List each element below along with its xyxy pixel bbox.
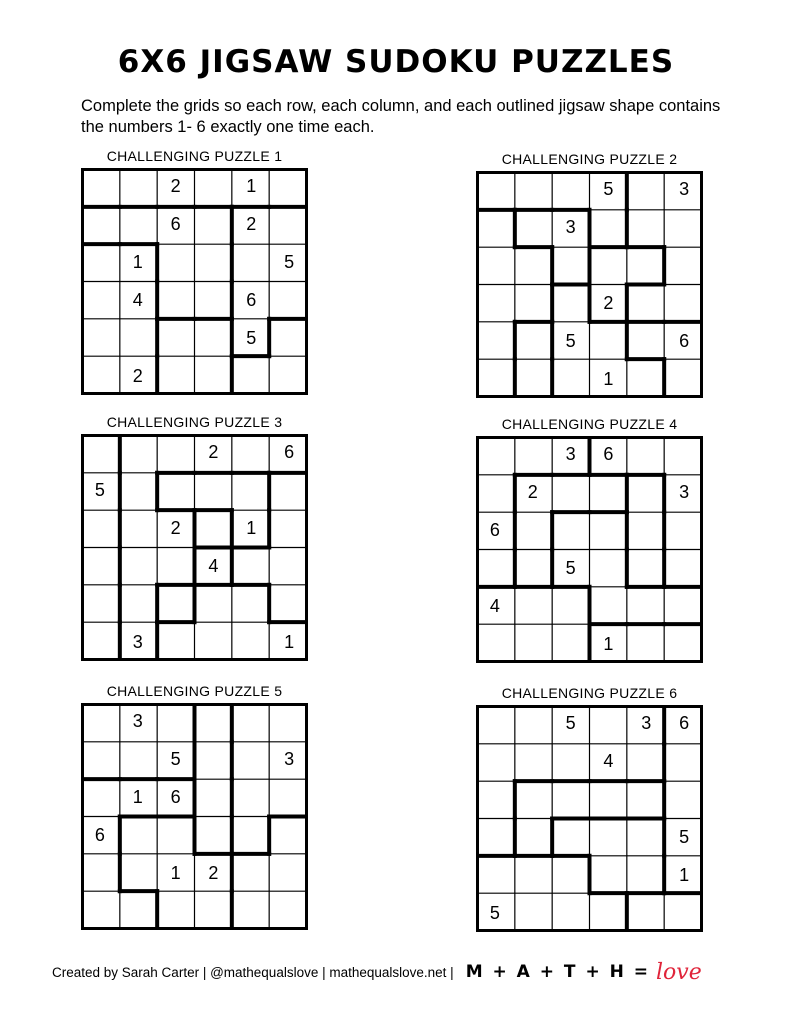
given-number: 2: [208, 862, 219, 883]
love-logo: love: [656, 959, 702, 985]
given-number: 2: [603, 292, 614, 313]
given-number: 4: [603, 751, 614, 772]
given-number: 5: [565, 713, 576, 734]
given-number: 3: [132, 711, 143, 732]
given-number: 5: [603, 179, 614, 200]
given-number: 4: [489, 595, 500, 616]
puzzle-label: CHALLENGING PUZZLE 1: [106, 148, 283, 164]
given-number: 6: [170, 214, 181, 235]
given-number: 3: [641, 713, 652, 734]
given-number: 2: [170, 176, 181, 197]
given-number: 6: [489, 520, 500, 541]
given-number: 1: [246, 518, 257, 539]
given-number: 3: [565, 217, 576, 238]
given-number: 5: [170, 749, 181, 770]
given-number: 5: [565, 557, 576, 578]
given-number: 1: [132, 252, 143, 273]
given-number: 3: [284, 749, 295, 770]
given-number: 5: [284, 252, 295, 273]
puzzle-label: CHALLENGING PUZZLE 3: [106, 414, 283, 430]
puzzle-label: CHALLENGING PUZZLE 2: [501, 151, 678, 167]
puzzle-label: CHALLENGING PUZZLE 4: [501, 416, 678, 432]
given-number: 1: [246, 176, 257, 197]
given-number: 3: [679, 482, 690, 503]
math-logo: M + A + T + H =: [465, 962, 650, 982]
puzzle-label: CHALLENGING PUZZLE 5: [106, 683, 283, 699]
given-number: 5: [94, 480, 105, 501]
given-number: 6: [679, 713, 690, 734]
given-number: 2: [208, 442, 219, 463]
footer: [52, 959, 702, 985]
given-number: 1: [170, 862, 181, 883]
given-number: 6: [603, 444, 614, 465]
given-number: 5: [489, 902, 500, 923]
given-number: 2: [132, 365, 143, 386]
given-number: 6: [246, 289, 257, 310]
given-number: 3: [565, 444, 576, 465]
page-title: 6X6 JIGSAW SUDOKU PUZZLES: [117, 44, 675, 80]
instructions: Complete the grids so each row, each column, and each outlined jigsaw shape contains the numbers 1- 6 exactly one time each.: [81, 97, 721, 136]
given-number: 6: [170, 787, 181, 808]
sudoku-grid: [81, 168, 308, 395]
given-number: 2: [527, 482, 538, 503]
given-number: 3: [132, 631, 143, 652]
puzzle-label: CHALLENGING PUZZLE 6: [501, 685, 678, 701]
given-number: 2: [170, 518, 181, 539]
given-number: 6: [284, 442, 295, 463]
given-number: 4: [208, 555, 219, 576]
given-number: 5: [565, 330, 576, 351]
given-number: 1: [284, 631, 295, 652]
given-number: 1: [603, 368, 614, 389]
footer-credit: Created by Sarah Carter | @mathequalslove | mathequalslove.net |: [52, 964, 454, 980]
given-number: 2: [246, 214, 257, 235]
given-number: 1: [679, 864, 690, 885]
given-number: 6: [679, 330, 690, 351]
given-number: 6: [94, 824, 105, 845]
given-number: 5: [246, 327, 257, 348]
given-number: 3: [679, 179, 690, 200]
given-number: 1: [603, 633, 614, 654]
given-number: 5: [679, 826, 690, 847]
given-number: 1: [132, 787, 143, 808]
given-number: 4: [132, 289, 143, 310]
